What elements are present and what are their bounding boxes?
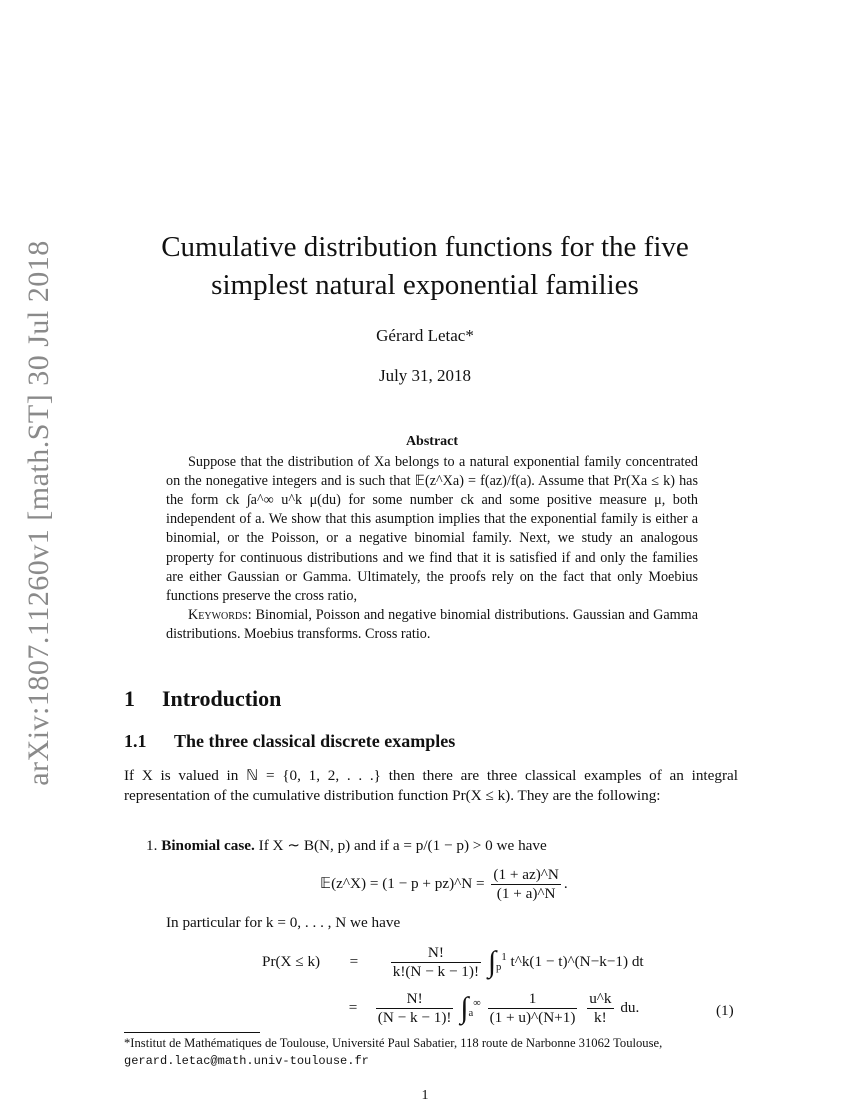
author: Gérard Letac* <box>376 326 474 345</box>
subsection-heading <box>124 731 455 752</box>
eq3-numerator: N! <box>406 990 423 1007</box>
integral-sign: ∫ <box>460 991 469 1025</box>
title-line-2: simplest natural exponential families <box>211 269 639 301</box>
section-heading <box>124 686 281 712</box>
eq3-upper-limit: ∞ <box>473 997 481 1009</box>
eq3-lower-limit: a <box>468 1008 474 1020</box>
eq3-fraction-3 <box>587 990 613 1027</box>
eq1-denominator: (1 + a)^N <box>491 884 560 903</box>
eq2-denominator: k!(N − k − 1)! <box>392 963 480 980</box>
title-line-1: Cumulative distribution functions for the five <box>161 231 689 263</box>
eq3-frac3-denominator: k! <box>587 1008 613 1027</box>
eq2-lower-limit: p <box>496 962 502 974</box>
intro-paragraph-text: If X is valued in ℕ = {0, 1, 2, . . .} then there are three classical examples of an integral representation of the cumulative distribution function Pr(X ≤ k). They are the following: <box>124 767 738 804</box>
eq3-frac2-numerator: 1 <box>528 990 537 1007</box>
eq3-fraction <box>376 990 454 1027</box>
date: July 31, 2018 <box>378 366 472 385</box>
equation-number: (1) <box>716 1002 734 1019</box>
list-marker: 1. <box>146 837 158 854</box>
eq3-tail: du. <box>620 998 640 1016</box>
keywords-label: Keywords: <box>188 606 252 623</box>
footnote-text: *Institut de Mathématiques de Toulouse, Université Paul Sabatier, 118 route de Narbonne 31062 Toulouse, <box>124 1036 663 1050</box>
eq2-upper-limit: 1 <box>501 951 507 963</box>
eq2-fraction <box>391 944 481 981</box>
eq3-frac3-numerator: u^k <box>589 990 612 1007</box>
keywords <box>166 606 698 644</box>
list-item-text: If X ∼ B(N, p) and if a = p/(1 − p) > 0 we have <box>258 837 547 854</box>
eq2-numerator: N! <box>427 944 444 961</box>
subsection-number: 1.1 <box>124 731 147 751</box>
keywords-text: Binomial, Poisson and negative binomial distributions. Gaussian and Gamma distributions. Moebius transforms. Cross ratio. <box>166 606 699 642</box>
eq2-relation: = <box>349 952 359 970</box>
footnote <box>124 1035 740 1070</box>
arxiv-identifier: arXiv:1807.11260v1 [math.ST] 30 Jul 2018 <box>22 239 55 786</box>
list-item-label: Binomial case. <box>161 837 255 854</box>
paragraph-particular: In particular for k = 0, . . . , N we have <box>166 914 401 931</box>
eq1-fraction <box>491 866 560 903</box>
eq3-fraction-2 <box>488 990 578 1027</box>
equation-cdf-line2 <box>337 990 639 1027</box>
equation-generating-function: 𝔼(z^X) = (1 − p + pz)^N = $\frac{(1 + az)\^{}N}{(1 + a)\^{}N}$ . <box>320 866 568 902</box>
eq2-integrand: t^k(1 − t)^(N−k−1) dt <box>510 952 644 970</box>
abstract-text: Suppose that the distribution of Xa belongs to a natural exponential family concentrated on the nonegative integers and is such that 𝔼(z^Xa) = f(az)/f(a). Assume that Pr(Xa ≤ k) has the form ck ∫a^∞ u^k μ(du) for some number ck and some positive measure μ, both independent of a. We show that this asumption implies that the exponential family is either a binomial, or the Poisson, or a negative binomial family. Next, we study an analogous property for continuous distributions and we find that it is satisfied if and only the families are either Gaussian or Gamma. Ultimately, the proofs rely on the fact that only Moebius functions preserve the cross ratio, <box>166 454 698 604</box>
intro-paragraph <box>124 766 738 806</box>
integral-sign: ∫ <box>487 945 497 979</box>
footnote-rule <box>124 1032 260 1033</box>
abstract-heading: Abstract <box>405 434 459 449</box>
arxiv-side-stamp <box>14 239 64 786</box>
footnote-email-link[interactable]: gerard.letac@math.univ-toulouse.fr <box>124 1054 369 1068</box>
section-number: 1 <box>124 686 135 711</box>
eq1-numerator: (1 + az)^N <box>493 866 559 883</box>
section-title: Introduction <box>162 686 282 711</box>
eq3-relation: = <box>348 998 358 1016</box>
eq1-lhs: 𝔼(z^X) = (1 − p + pz)^N = <box>320 874 485 892</box>
eq3-frac2-denominator: (1 + u)^(N+1) <box>489 1009 576 1026</box>
subsection-title: The three classical discrete examples <box>174 731 456 751</box>
eq2-lhs: Pr(X ≤ k) <box>262 952 321 970</box>
page-number: 1 <box>421 1088 429 1103</box>
equation-cdf-line1 <box>262 944 644 981</box>
abstract <box>166 432 698 644</box>
list-item-binomial <box>146 836 738 855</box>
paper-title <box>125 228 725 304</box>
eq3-denominator: (N − k − 1)! <box>377 1009 452 1026</box>
